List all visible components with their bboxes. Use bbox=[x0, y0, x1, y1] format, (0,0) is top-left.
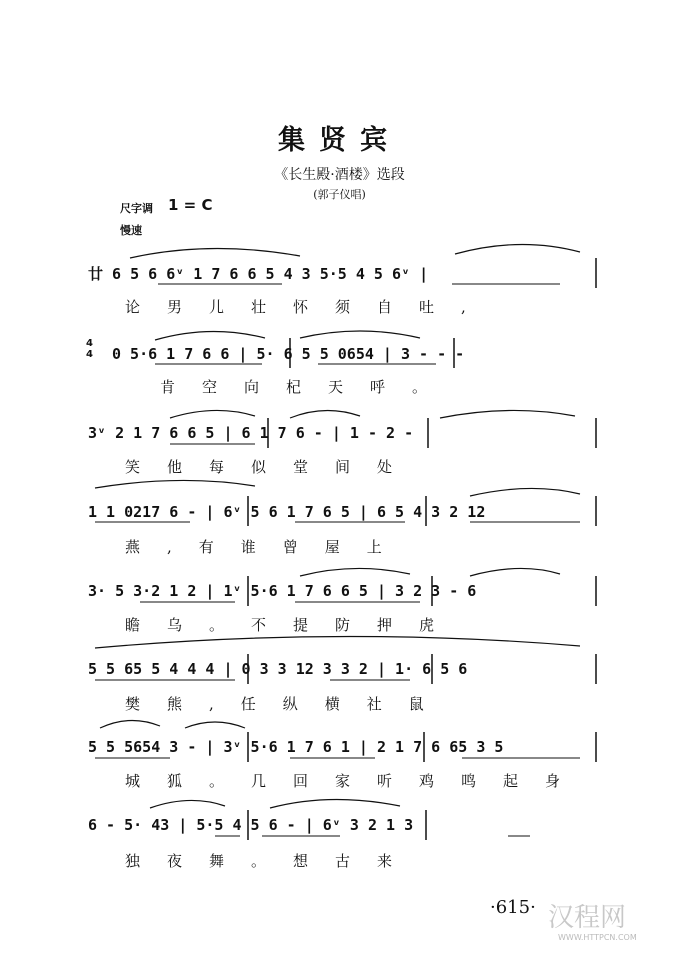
slur-mark bbox=[95, 480, 255, 488]
slur-mark bbox=[185, 722, 245, 728]
lyric-line-7: 城狐。几回家听鸡鸣起身 bbox=[125, 772, 588, 790]
lyric-line-3: 笑他每似堂间处 bbox=[125, 458, 420, 476]
page-number: ·615· bbox=[490, 897, 536, 918]
lyric-line-6: 樊熊,任纵横社鼠 bbox=[125, 695, 451, 713]
watermark-url: WWW.HTTPCN.COM bbox=[558, 933, 637, 942]
notation-line-4: 1 1 0217 6 - | 6ᵛ 5 6 1 7 6 5 | 6 5 4 3 2 12 bbox=[88, 503, 486, 521]
song-subtitle: 《长生殿·酒楼》选段 bbox=[274, 167, 405, 183]
lyric-line-2: 肯空向杞天呼。 bbox=[160, 378, 455, 396]
notation-line-1: 廿 6 5 6 6ᵛ 1 7 6 6 5 4 3 5·5 4 5 6ᵛ | bbox=[88, 265, 429, 283]
slur-mark bbox=[150, 800, 225, 808]
notation-line-2: 0 5·6 1 7 6 6 | 5· 6 5 5 0654 | 3 - - - bbox=[112, 345, 465, 363]
lyric-line-4: 燕,有谁曾屋上 bbox=[125, 538, 409, 556]
slur-mark bbox=[300, 568, 410, 576]
notation-line-5: 3· 5 3·2 1 2 | 1ᵛ 5·6 1 7 6 6 5 | 3 2 3 - 6 bbox=[88, 582, 477, 600]
slur-mark bbox=[455, 244, 580, 254]
lyric-line-5: 瞻乌。不提防押虎 bbox=[125, 616, 462, 634]
slur-mark bbox=[95, 636, 580, 648]
lyric-line-8: 独夜舞。想古来 bbox=[125, 852, 420, 870]
song-title: 集贤宾 bbox=[278, 125, 401, 156]
key-label: 尺字调 bbox=[120, 202, 153, 215]
notation-line-8: 6 - 5· 43 | 5·5 4 5 6 - | 6ᵛ 3 2 1 3 bbox=[88, 816, 414, 834]
slur-mark bbox=[440, 410, 575, 418]
notation-line-3: 3ᵛ 2 1 7 6 6 5 | 6 1 7 6 - | 1 - 2 - bbox=[88, 424, 414, 442]
slur-mark bbox=[100, 720, 160, 728]
notation-line-6: 5 5 65 5 4 4 4 | 0 3 3 12 3 3 2 | 1· 6 5 6 bbox=[88, 660, 468, 678]
slur-mark bbox=[155, 331, 265, 340]
meter-bottom: 4 bbox=[86, 349, 93, 360]
slur-mark bbox=[300, 331, 420, 338]
tempo-marking: 慢速 bbox=[120, 224, 142, 237]
notation-line-7: 5 5 5654 3 - | 3ᵛ 5·6 1 7 6 1 | 2 1 7 6 65 3 5 bbox=[88, 738, 504, 756]
key-signature: 1 = C bbox=[168, 196, 213, 214]
slur-mark bbox=[170, 410, 255, 418]
slur-mark bbox=[470, 568, 560, 576]
meter-top: 4 bbox=[86, 338, 93, 349]
slur-mark bbox=[270, 799, 400, 808]
slur-mark bbox=[470, 488, 580, 496]
slur-mark bbox=[130, 248, 300, 258]
slur-mark bbox=[290, 410, 360, 418]
watermark-brand: 汉程网 bbox=[548, 903, 627, 933]
lyric-line-1: 论男儿壮怀须自吐, bbox=[125, 298, 493, 316]
singer-credit: (郭子仪唱) bbox=[313, 188, 366, 201]
